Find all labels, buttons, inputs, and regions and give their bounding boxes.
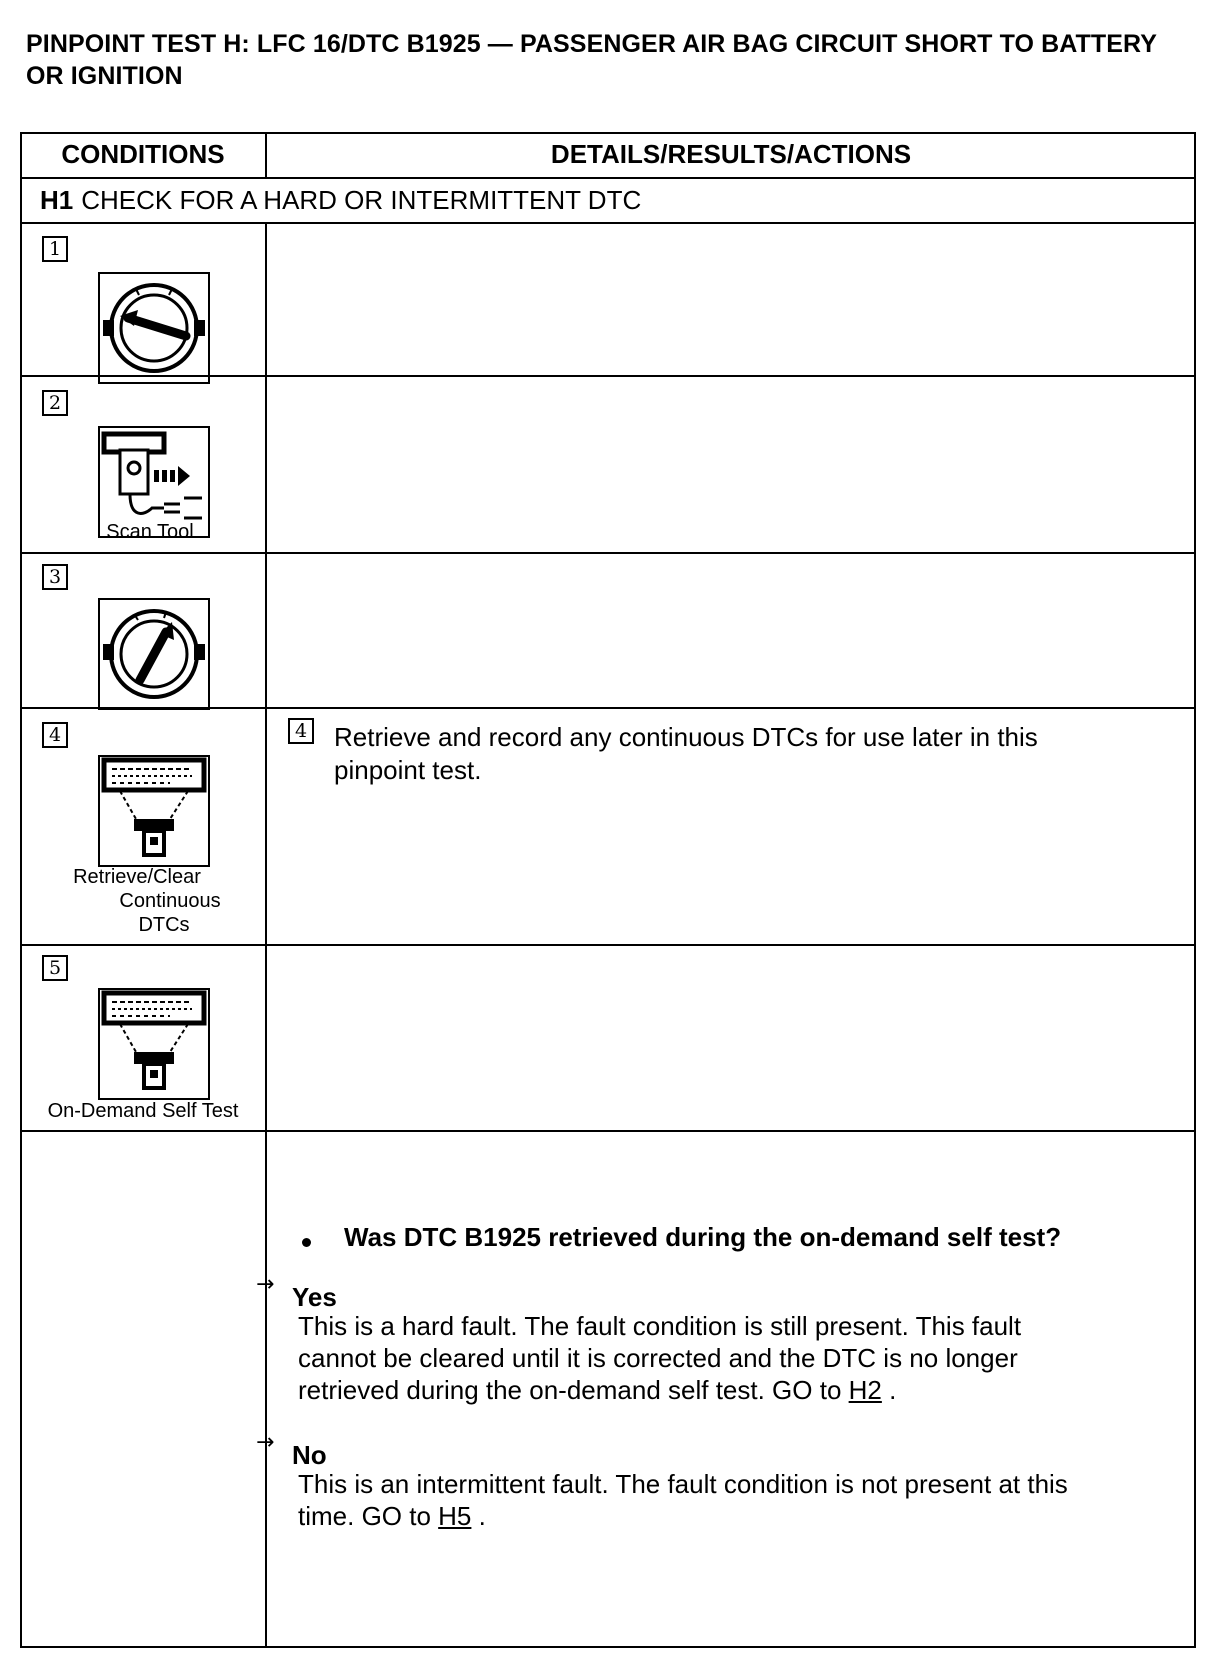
caption-line: Continuous <box>119 890 221 912</box>
condition-number: 2 <box>42 390 68 416</box>
yes-result-text <box>298 1310 1178 1406</box>
condition-number: 1 <box>42 236 68 262</box>
ignition-key-off-icon <box>98 272 210 384</box>
caption-line: Retrieve/Clear <box>73 866 201 888</box>
step-title-text: CHECK FOR A HARD OR INTERMITTENT DTC <box>81 185 642 215</box>
scan-tool-caption: Scan Tool <box>106 521 194 543</box>
result-question: Was DTC B1925 retrieved during the on-demand self test? <box>344 1222 1062 1252</box>
goto-h5-link[interactable]: H5 <box>438 1501 472 1531</box>
conditions-header: CONDITIONS <box>61 139 225 169</box>
detail-line: pinpoint test. <box>334 755 482 785</box>
detail-step-number: 4 <box>288 718 314 744</box>
result-line: retrieved during the on-demand self test. GO to H2 . <box>298 1375 897 1405</box>
result-line: cannot be cleared until it is corrected and the DTC is no longer <box>298 1343 1018 1373</box>
yes-label: Yes <box>292 1282 337 1312</box>
pinpoint-table <box>20 132 1196 1648</box>
row-divider <box>20 1130 1196 1132</box>
table-border-left <box>20 132 22 1648</box>
detail-line: Retrieve and record any continuous DTCs for use later in this <box>334 722 1038 752</box>
goto-h2-link[interactable]: H2 <box>848 1375 882 1405</box>
retrieve-clear-dtcs-icon <box>98 755 210 867</box>
table-border-bottom <box>20 1646 1196 1648</box>
caption-line: DTCs <box>138 914 190 936</box>
result-line: This is an intermittent fault. The fault condition is not present at this <box>298 1469 1068 1499</box>
result-line: This is a hard fault. The fault condition is still present. This fault <box>298 1311 1022 1341</box>
row-divider <box>20 222 1196 224</box>
step-title <box>40 185 641 216</box>
step-id: H1 <box>40 185 74 215</box>
condition-number: 3 <box>42 564 68 590</box>
result-line-text: time. GO to <box>298 1501 439 1531</box>
row-divider <box>20 177 1196 179</box>
result-line-text: retrieved during the on-demand self test. GO to <box>298 1375 849 1405</box>
ignition-key-on-icon <box>98 598 210 710</box>
result-line: time. GO to H5 . <box>298 1501 486 1531</box>
bullet <box>302 1238 311 1247</box>
yes-arrow-icon: → <box>256 1272 275 1297</box>
on-demand-self-test-caption: On-Demand Self Test <box>47 1100 239 1122</box>
on-demand-self-test-icon <box>98 988 210 1100</box>
no-label: No <box>292 1440 327 1470</box>
details-header: DETAILS/RESULTS/ACTIONS <box>550 139 912 169</box>
table-border-right <box>1194 132 1196 1648</box>
page-title: PINPOINT TEST H: LFC 16/DTC B1925 — PASSENGER AIR BAG CIRCUIT SHORT TO BATTERY OR IGNITION <box>26 30 1157 90</box>
no-result-text <box>298 1468 1178 1532</box>
no-arrow-icon: → <box>256 1430 275 1455</box>
row-divider <box>20 944 1196 946</box>
detail-instruction <box>334 721 1174 787</box>
row-divider <box>20 552 1196 554</box>
condition-number: 5 <box>42 955 68 981</box>
condition-number: 4 <box>42 722 68 748</box>
